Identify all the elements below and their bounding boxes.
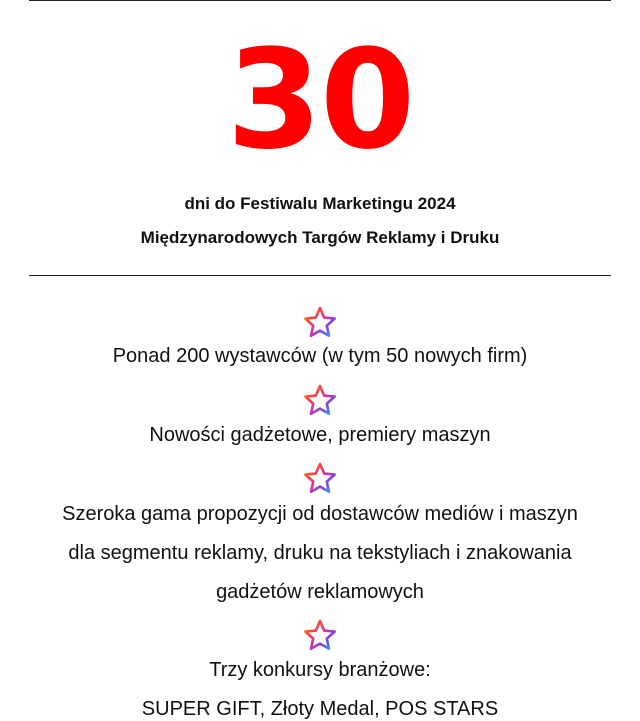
highlight-contests-line-1: Trzy konkursy branżowe:	[209, 659, 431, 681]
headline-line-1: dni do Festiwalu Marketingu 2024	[184, 194, 456, 213]
countdown-number: 30	[226, 21, 414, 180]
highlight-exhibitors: Ponad 200 wystawców (w tym 50 nowych firm)	[112, 345, 528, 367]
rainbow-star-icon	[303, 462, 337, 494]
rainbow-star-icon	[303, 619, 337, 651]
highlight-novelties: Nowości gadżetowe, premiery maszyn	[149, 424, 491, 446]
headline-line-2: Międzynarodowych Targów Reklamy i Druku	[140, 228, 500, 247]
highlight-offer-line-3: gadżetów reklamowych	[216, 581, 424, 603]
rainbow-star-icon	[303, 306, 337, 338]
section-divider	[29, 275, 611, 276]
top-divider	[29, 0, 611, 1]
rainbow-star-icon	[303, 384, 337, 416]
highlight-offer-line-2: dla segmentu reklamy, druku na tekstyliach i znakowania	[68, 542, 572, 564]
highlight-offer-line-1: Szeroka gama propozycji od dostawców mediów i maszyn	[62, 503, 578, 525]
highlight-contests-line-2: SUPER GIFT, Złoty Medal, POS STARS	[141, 698, 499, 720]
